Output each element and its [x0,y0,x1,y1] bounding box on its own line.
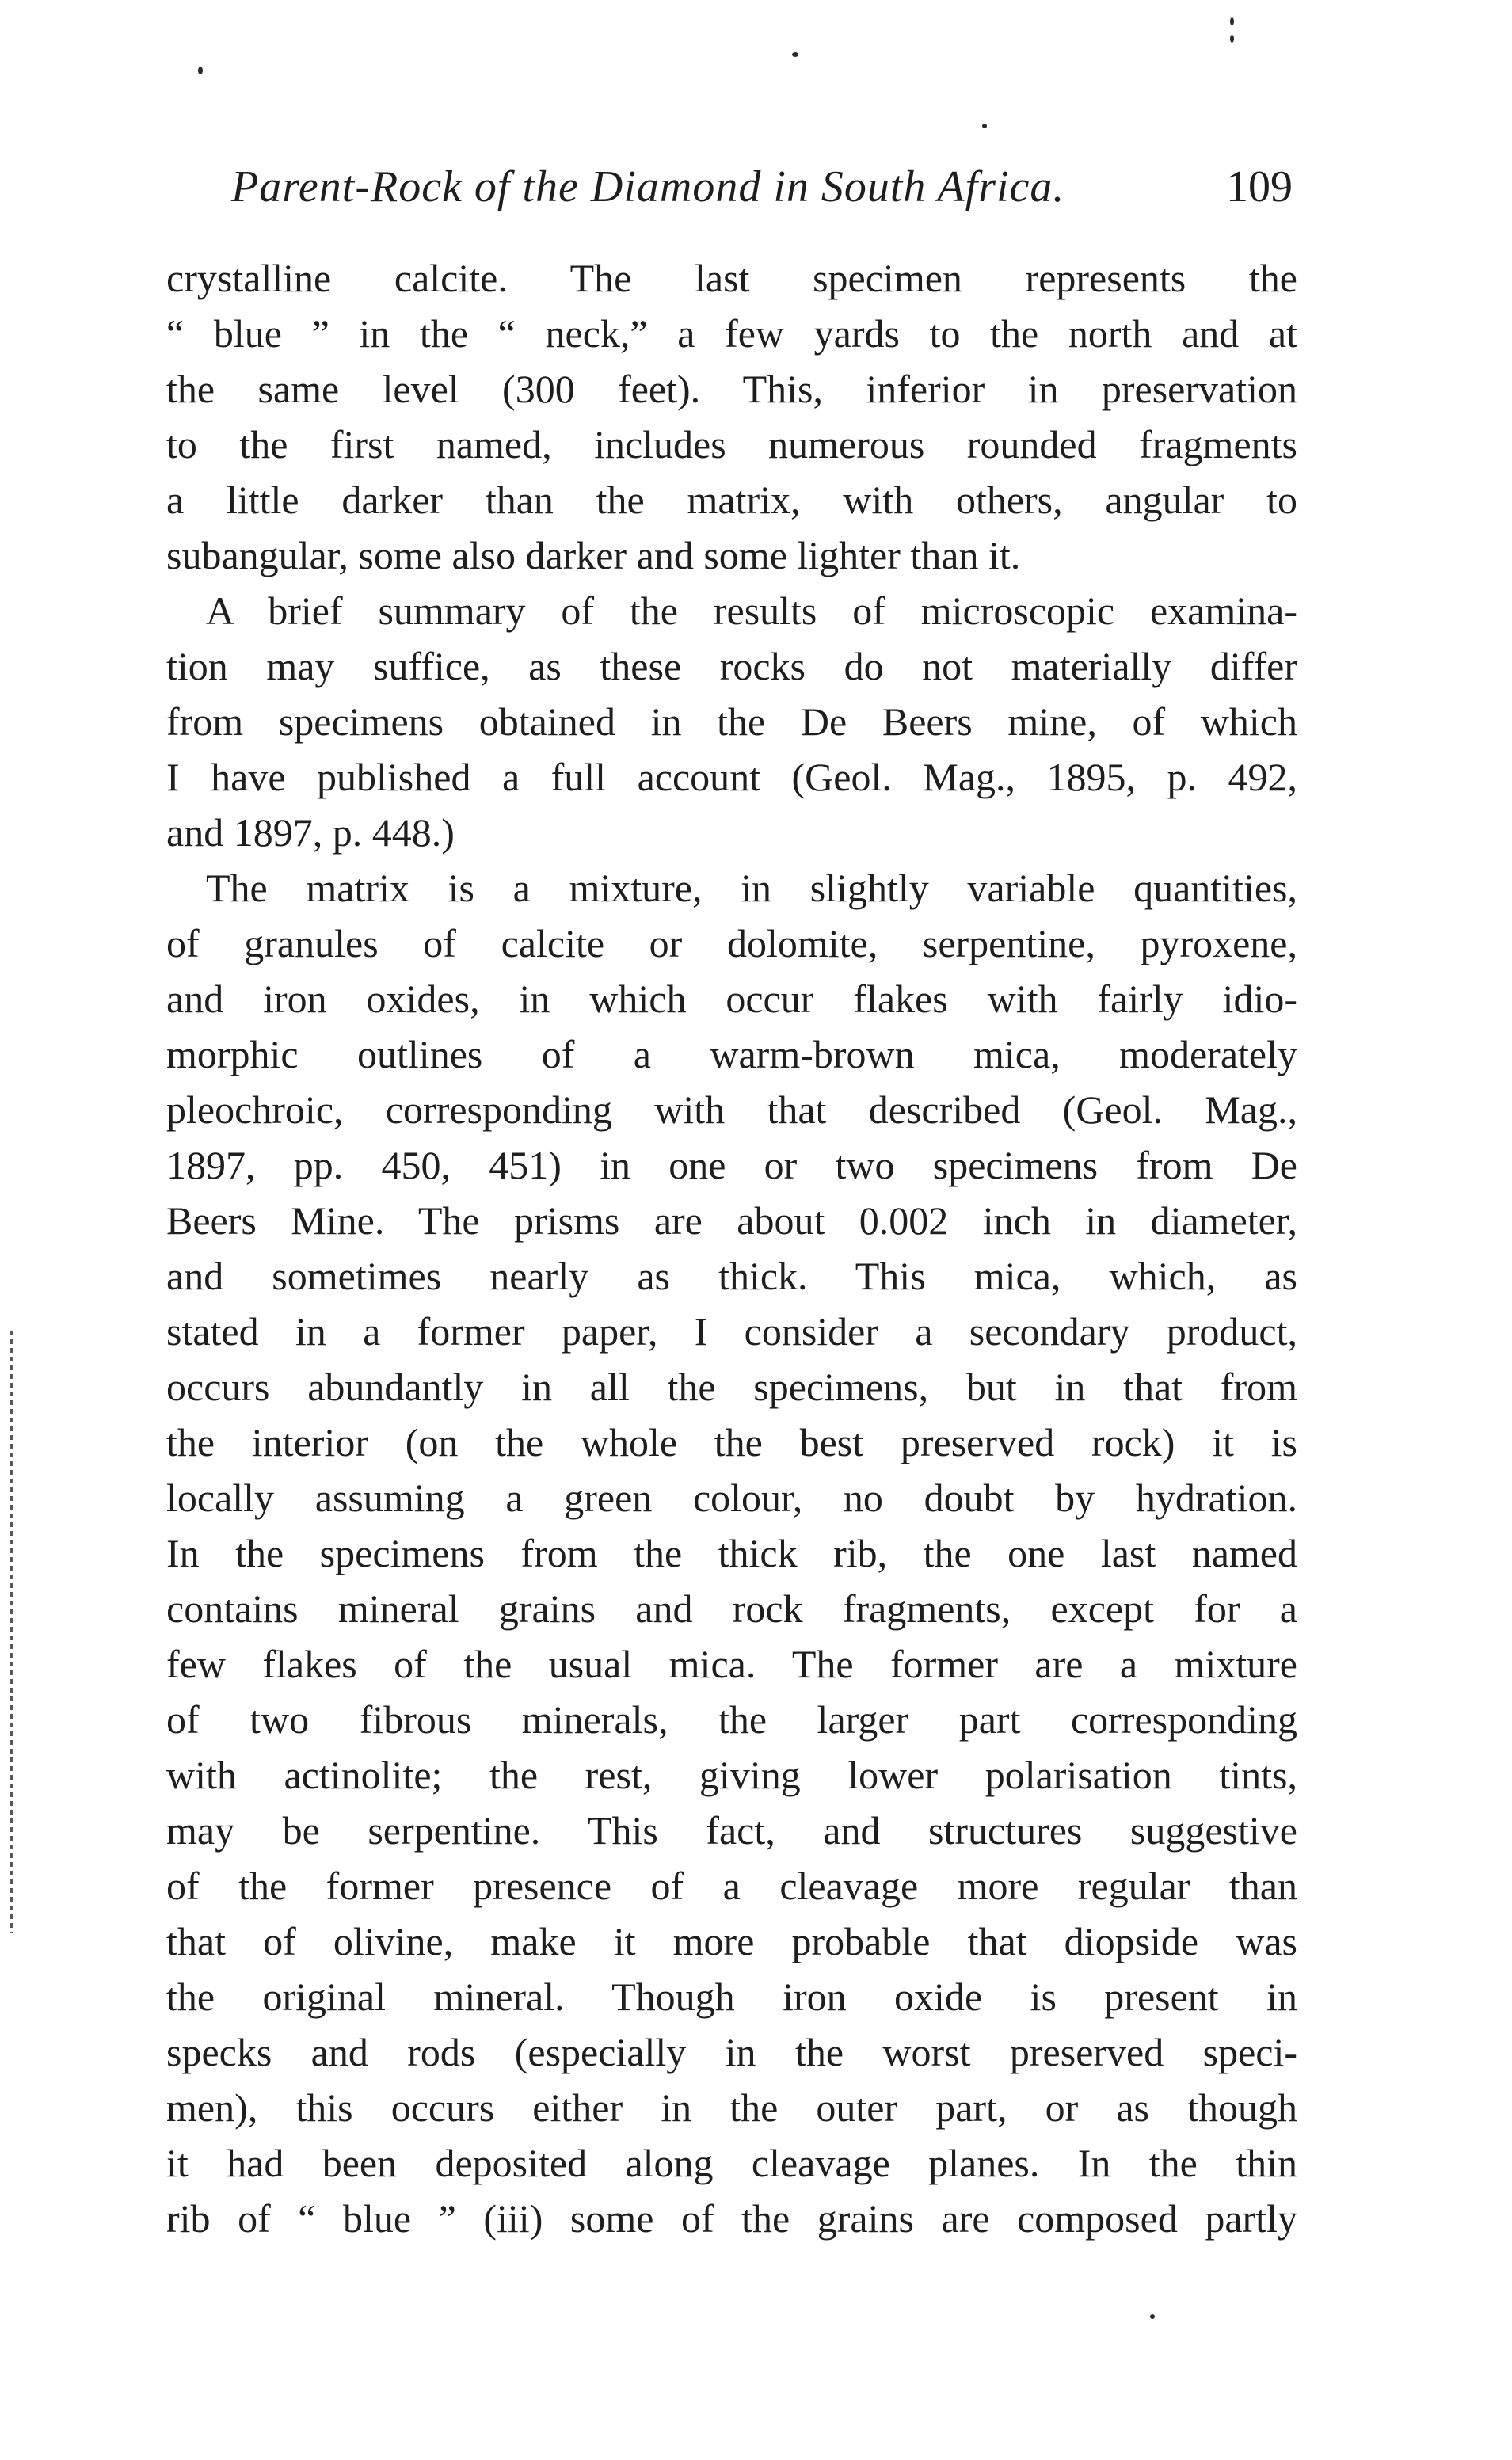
scan-speck [792,52,798,57]
page-header [168,155,1293,219]
page-number: 109 [1226,162,1293,211]
text-line: a little darker than the matrix, with others, angular to [166,478,1297,522]
scan-speck [982,124,987,128]
text-line: I have published a full account (Geol. Mag., 1895, p. 492, [166,755,1297,799]
text-line: the same level (300 feet). This, inferior in preservation [166,367,1297,411]
text-line: pleochroic, corresponding with that described (Geol. Mag., [166,1087,1297,1132]
scan-speck [1230,17,1234,25]
text-line: may be serpentine. This fact, and structures suggestive [166,1808,1297,1853]
text-line: contains mineral grains and rock fragments, except for a [166,1586,1297,1631]
scan-edge-artifact [10,1331,13,1933]
text-line: of the former presence of a cleavage more regular than [166,1864,1297,1908]
scan-speck [1150,2314,1155,2319]
text-line: rib of “ blue ” (iii) some of the grains are composed partly [166,2196,1297,2241]
text-line: the interior (on the whole the best preserved rock) it is [166,1420,1297,1464]
text-line: The matrix is a mixture, in slightly variable quantities, [206,866,1297,910]
text-line: from specimens obtained in the De Beers mine, of which [166,699,1297,744]
text-line: of granules of calcite or dolomite, serpentine, pyroxene, [166,921,1297,965]
text-line: the original mineral. Though iron oxide is present in [166,1974,1297,2019]
text-line: stated in a former paper, I consider a secondary product, [166,1309,1297,1354]
text-line: crystalline calcite. The last specimen represents the [166,256,1297,300]
text-line: specks and rods (especially in the worst preserved speci- [166,2030,1297,2074]
body-text [166,250,1297,2246]
text-line: that of olivine, make it more probable that diopside was [166,1919,1297,1963]
text-line: A brief summary of the results of microscopic examina- [206,588,1297,633]
text-line: Beers Mine. The prisms are about 0.002 inch in diameter, [166,1198,1297,1243]
scan-speck [198,67,203,74]
scan-speck [1230,35,1234,43]
text-line: subangular, some also darker and some lighter than it. [166,533,1021,577]
running-title: Parent-Rock of the Diamond in South Africa. [231,162,1065,211]
text-line: “ blue ” in the “ neck,” a few yards to the north and at [166,311,1297,356]
text-line: occurs abundantly in all the specimens, but in that from [166,1365,1297,1409]
text-line: few flakes of the usual mica. The former are a mixture [166,1642,1297,1686]
text-line: men), this occurs either in the outer part, or as though [166,2085,1297,2130]
text-line: of two fibrous minerals, the larger part corresponding [166,1697,1297,1742]
text-line: to the first named, includes numerous rounded fragments [166,422,1297,466]
text-line: and iron oxides, in which occur flakes with fairly idio- [166,977,1297,1021]
text-line: it had been deposited along cleavage planes. In the thin [166,2141,1297,2185]
text-line: locally assuming a green colour, no doubt by hydration. [166,1476,1297,1520]
text-line: morphic outlines of a warm-brown mica, moderately [166,1032,1297,1076]
text-line: In the specimens from the thick rib, the one last named [166,1531,1297,1575]
text-line: tion may suffice, as these rocks do not materially differ [166,644,1297,688]
text-line: and sometimes nearly as thick. This mica, which, as [166,1254,1297,1298]
text-line: and 1897, p. 448.) [166,810,455,855]
text-line: 1897, pp. 450, 451) in one or two specimens from De [166,1143,1297,1187]
text-line: with actinolite; the rest, giving lower polarisation tints, [166,1753,1297,1797]
